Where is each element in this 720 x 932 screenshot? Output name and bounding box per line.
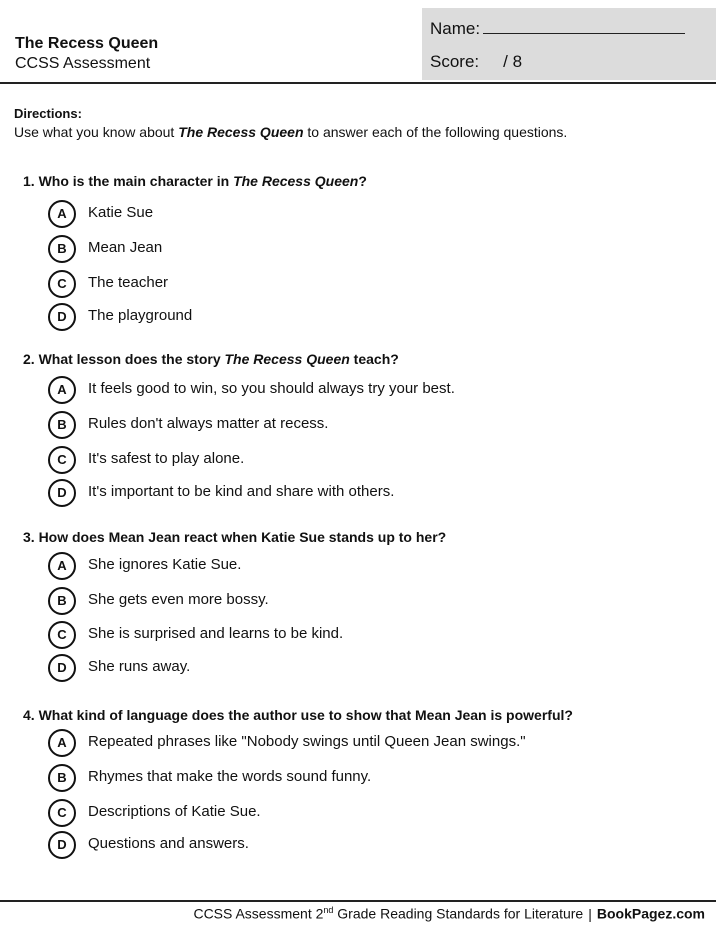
footer-divider	[0, 900, 716, 902]
answer-option-a[interactable]	[48, 729, 708, 757]
option-text: Descriptions of Katie Sue.	[88, 803, 261, 820]
question-prompt	[23, 351, 399, 368]
answer-option-c[interactable]	[48, 799, 708, 827]
name-field[interactable]	[483, 18, 685, 34]
option-text: It's important to be kind and share with others.	[88, 483, 395, 500]
option-text: Repeated phrases like "Nobody swings until Queen Jean swings."	[88, 733, 526, 750]
footer-separator: |	[588, 905, 592, 922]
option-text: The playground	[88, 307, 193, 324]
directions-text	[14, 123, 714, 141]
option-letter-circle[interactable]: D	[48, 479, 76, 507]
page-subtitle: CCSS Assessment	[15, 55, 151, 72]
name-row	[430, 18, 685, 39]
prompt-text-after: teach?	[349, 351, 399, 367]
question-prompt	[23, 707, 573, 724]
title-block	[15, 34, 158, 74]
option-text: Mean Jean	[88, 239, 163, 256]
option-letter-circle[interactable]: B	[48, 411, 76, 439]
prompt-emphasis: The Recess Queen	[224, 351, 350, 367]
answer-option-b[interactable]	[48, 411, 708, 439]
directions-text-before: Use what you know about	[14, 124, 179, 140]
directions	[14, 106, 714, 141]
answer-option-b[interactable]	[48, 764, 708, 792]
option-text: She runs away.	[88, 658, 191, 675]
answer-option-b[interactable]	[48, 587, 708, 615]
option-text: She gets even more bossy.	[88, 591, 269, 608]
prompt-emphasis: The Recess Queen	[233, 173, 359, 189]
footer-prefix: CCSS Assessment 2	[193, 905, 324, 922]
answer-option-a[interactable]	[48, 376, 708, 404]
option-letter-circle[interactable]: B	[48, 587, 76, 615]
directions-text-after: to answer each of the following questions.	[303, 124, 568, 140]
option-letter-circle[interactable]: D	[48, 654, 76, 682]
option-letter-circle[interactable]: C	[48, 621, 76, 649]
prompt-text: 1. Who is the main character in	[23, 173, 234, 189]
option-letter-circle[interactable]: C	[48, 270, 76, 298]
option-text: Katie Sue	[88, 204, 154, 221]
option-text: It's safest to play alone.	[88, 450, 245, 467]
prompt-text: 3. How does Mean Jean react when Katie Sue stands up to her?	[23, 529, 447, 545]
score-total: / 8	[503, 52, 523, 71]
answer-option-c[interactable]	[48, 270, 708, 298]
prompt-text: 4. What kind of language does the author use to show that Mean Jean is powerful?	[23, 707, 573, 723]
directions-text-emphasis: The Recess Queen	[178, 124, 304, 140]
name-score-box	[422, 8, 716, 80]
option-letter-circle[interactable]: A	[48, 552, 76, 580]
option-text: Rules don't always matter at recess.	[88, 415, 329, 432]
option-text: She is surprised and learns to be kind.	[88, 625, 344, 642]
prompt-text: 2. What lesson does the story	[23, 351, 225, 367]
option-letter-circle[interactable]: D	[48, 831, 76, 859]
option-letter-circle[interactable]: D	[48, 303, 76, 331]
option-letter-circle[interactable]: C	[48, 799, 76, 827]
name-label: Name:	[430, 19, 481, 38]
answer-option-a[interactable]	[48, 200, 708, 228]
answer-option-d[interactable]	[48, 479, 708, 507]
header	[0, 0, 720, 84]
option-letter-circle[interactable]: B	[48, 235, 76, 263]
score-row	[430, 52, 522, 72]
score-label: Score:	[430, 52, 480, 71]
directions-title: Directions:	[14, 106, 82, 121]
option-letter-circle[interactable]: A	[48, 376, 76, 404]
option-letter-circle[interactable]: C	[48, 446, 76, 474]
answer-option-d[interactable]	[48, 654, 708, 682]
answer-option-b[interactable]	[48, 235, 708, 263]
footer-ordinal: nd	[323, 905, 334, 915]
answer-option-a[interactable]	[48, 552, 708, 580]
prompt-text-after: ?	[358, 173, 367, 189]
option-text: It feels good to win, so you should always try your best.	[88, 380, 455, 397]
answer-option-d[interactable]	[48, 303, 708, 331]
question-prompt	[23, 529, 446, 546]
option-letter-circle[interactable]: A	[48, 729, 76, 757]
option-letter-circle[interactable]: A	[48, 200, 76, 228]
option-text: Rhymes that make the words sound funny.	[88, 768, 372, 785]
option-text: She ignores Katie Sue.	[88, 556, 242, 573]
footer-brand[interactable]: BookPagez.com	[596, 905, 705, 922]
header-divider	[0, 82, 716, 84]
answer-option-c[interactable]	[48, 446, 708, 474]
question-prompt	[23, 173, 367, 190]
option-letter-circle[interactable]: B	[48, 764, 76, 792]
answer-option-c[interactable]	[48, 621, 708, 649]
page-title: The Recess Queen	[15, 35, 159, 52]
answer-option-d[interactable]	[48, 831, 708, 859]
footer-suffix: Grade Reading Standards for Literature	[333, 905, 584, 922]
option-text: The teacher	[88, 274, 169, 291]
option-text: Questions and answers.	[88, 835, 249, 852]
footer	[193, 905, 705, 922]
